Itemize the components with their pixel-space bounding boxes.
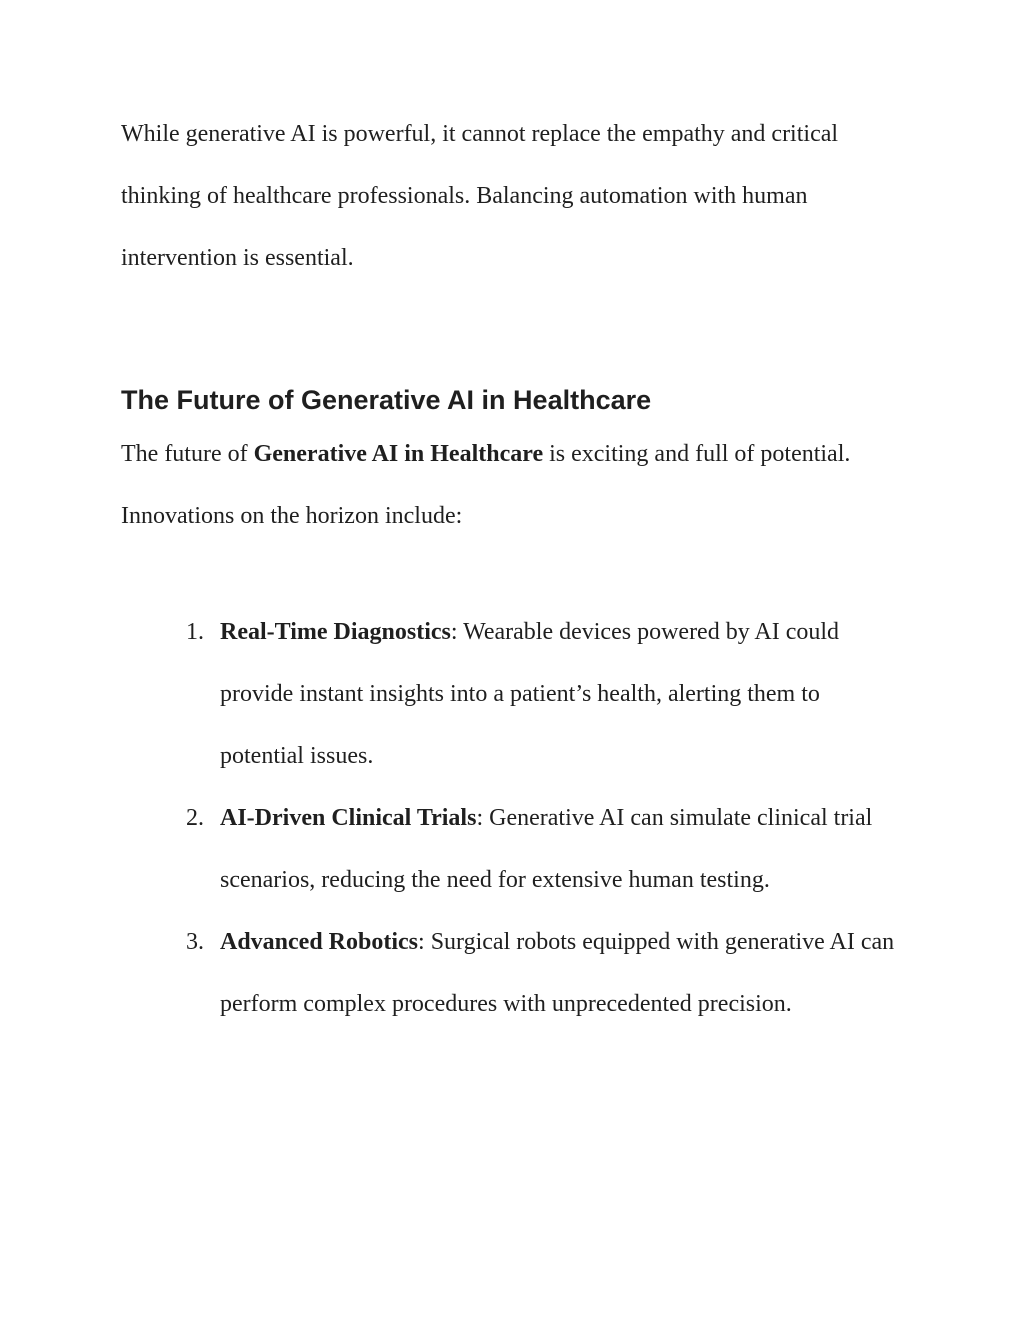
future-paragraph-suffix: is exciting and full of potential. Innovations on the horizon include: [121,441,851,529]
list-item-number: 1. [186,619,204,645]
innovations-list [0,601,905,1035]
list-item-number: 3. [186,929,204,955]
list-item-separator: : [476,805,484,831]
list-item-description: Generative AI can simulate clinical trial scenarios, reducing the need for extensive human testing. [220,805,873,893]
list-item-description: Surgical robots equipped with generative AI can perform complex procedures with unprecedented precision. [220,929,895,1017]
list-item-title: AI-Driven Clinical Trials [220,805,477,831]
list-item-description: Wearable devices powered by AI could provide instant insights into a patient’s health, alerting them to potential issues. [220,619,840,769]
list-item-text [220,911,905,1035]
list-item-title: Advanced Robotics [220,929,419,955]
intro-paragraph: While generative AI is powerful, it cannot replace the empathy and critical thinking of healthcare professionals. Balancing automation with human intervention is essential. [121,121,839,271]
list-item-title: Real-Time Diagnostics [220,619,451,645]
section-heading: The Future of Generative AI in Healthcare [121,385,652,415]
list-item-text [220,787,905,911]
list-item-separator: : [418,929,425,955]
list-item-text [220,601,905,787]
future-paragraph-prefix: The future of [121,441,254,467]
future-paragraph-bold: Generative AI in Healthcare [253,441,544,467]
list-item-separator: : [450,619,458,645]
list-item [0,911,905,1035]
list-item [0,787,905,911]
future-paragraph [121,423,901,547]
list-item-number: 2. [186,805,204,831]
list-item [0,601,905,787]
